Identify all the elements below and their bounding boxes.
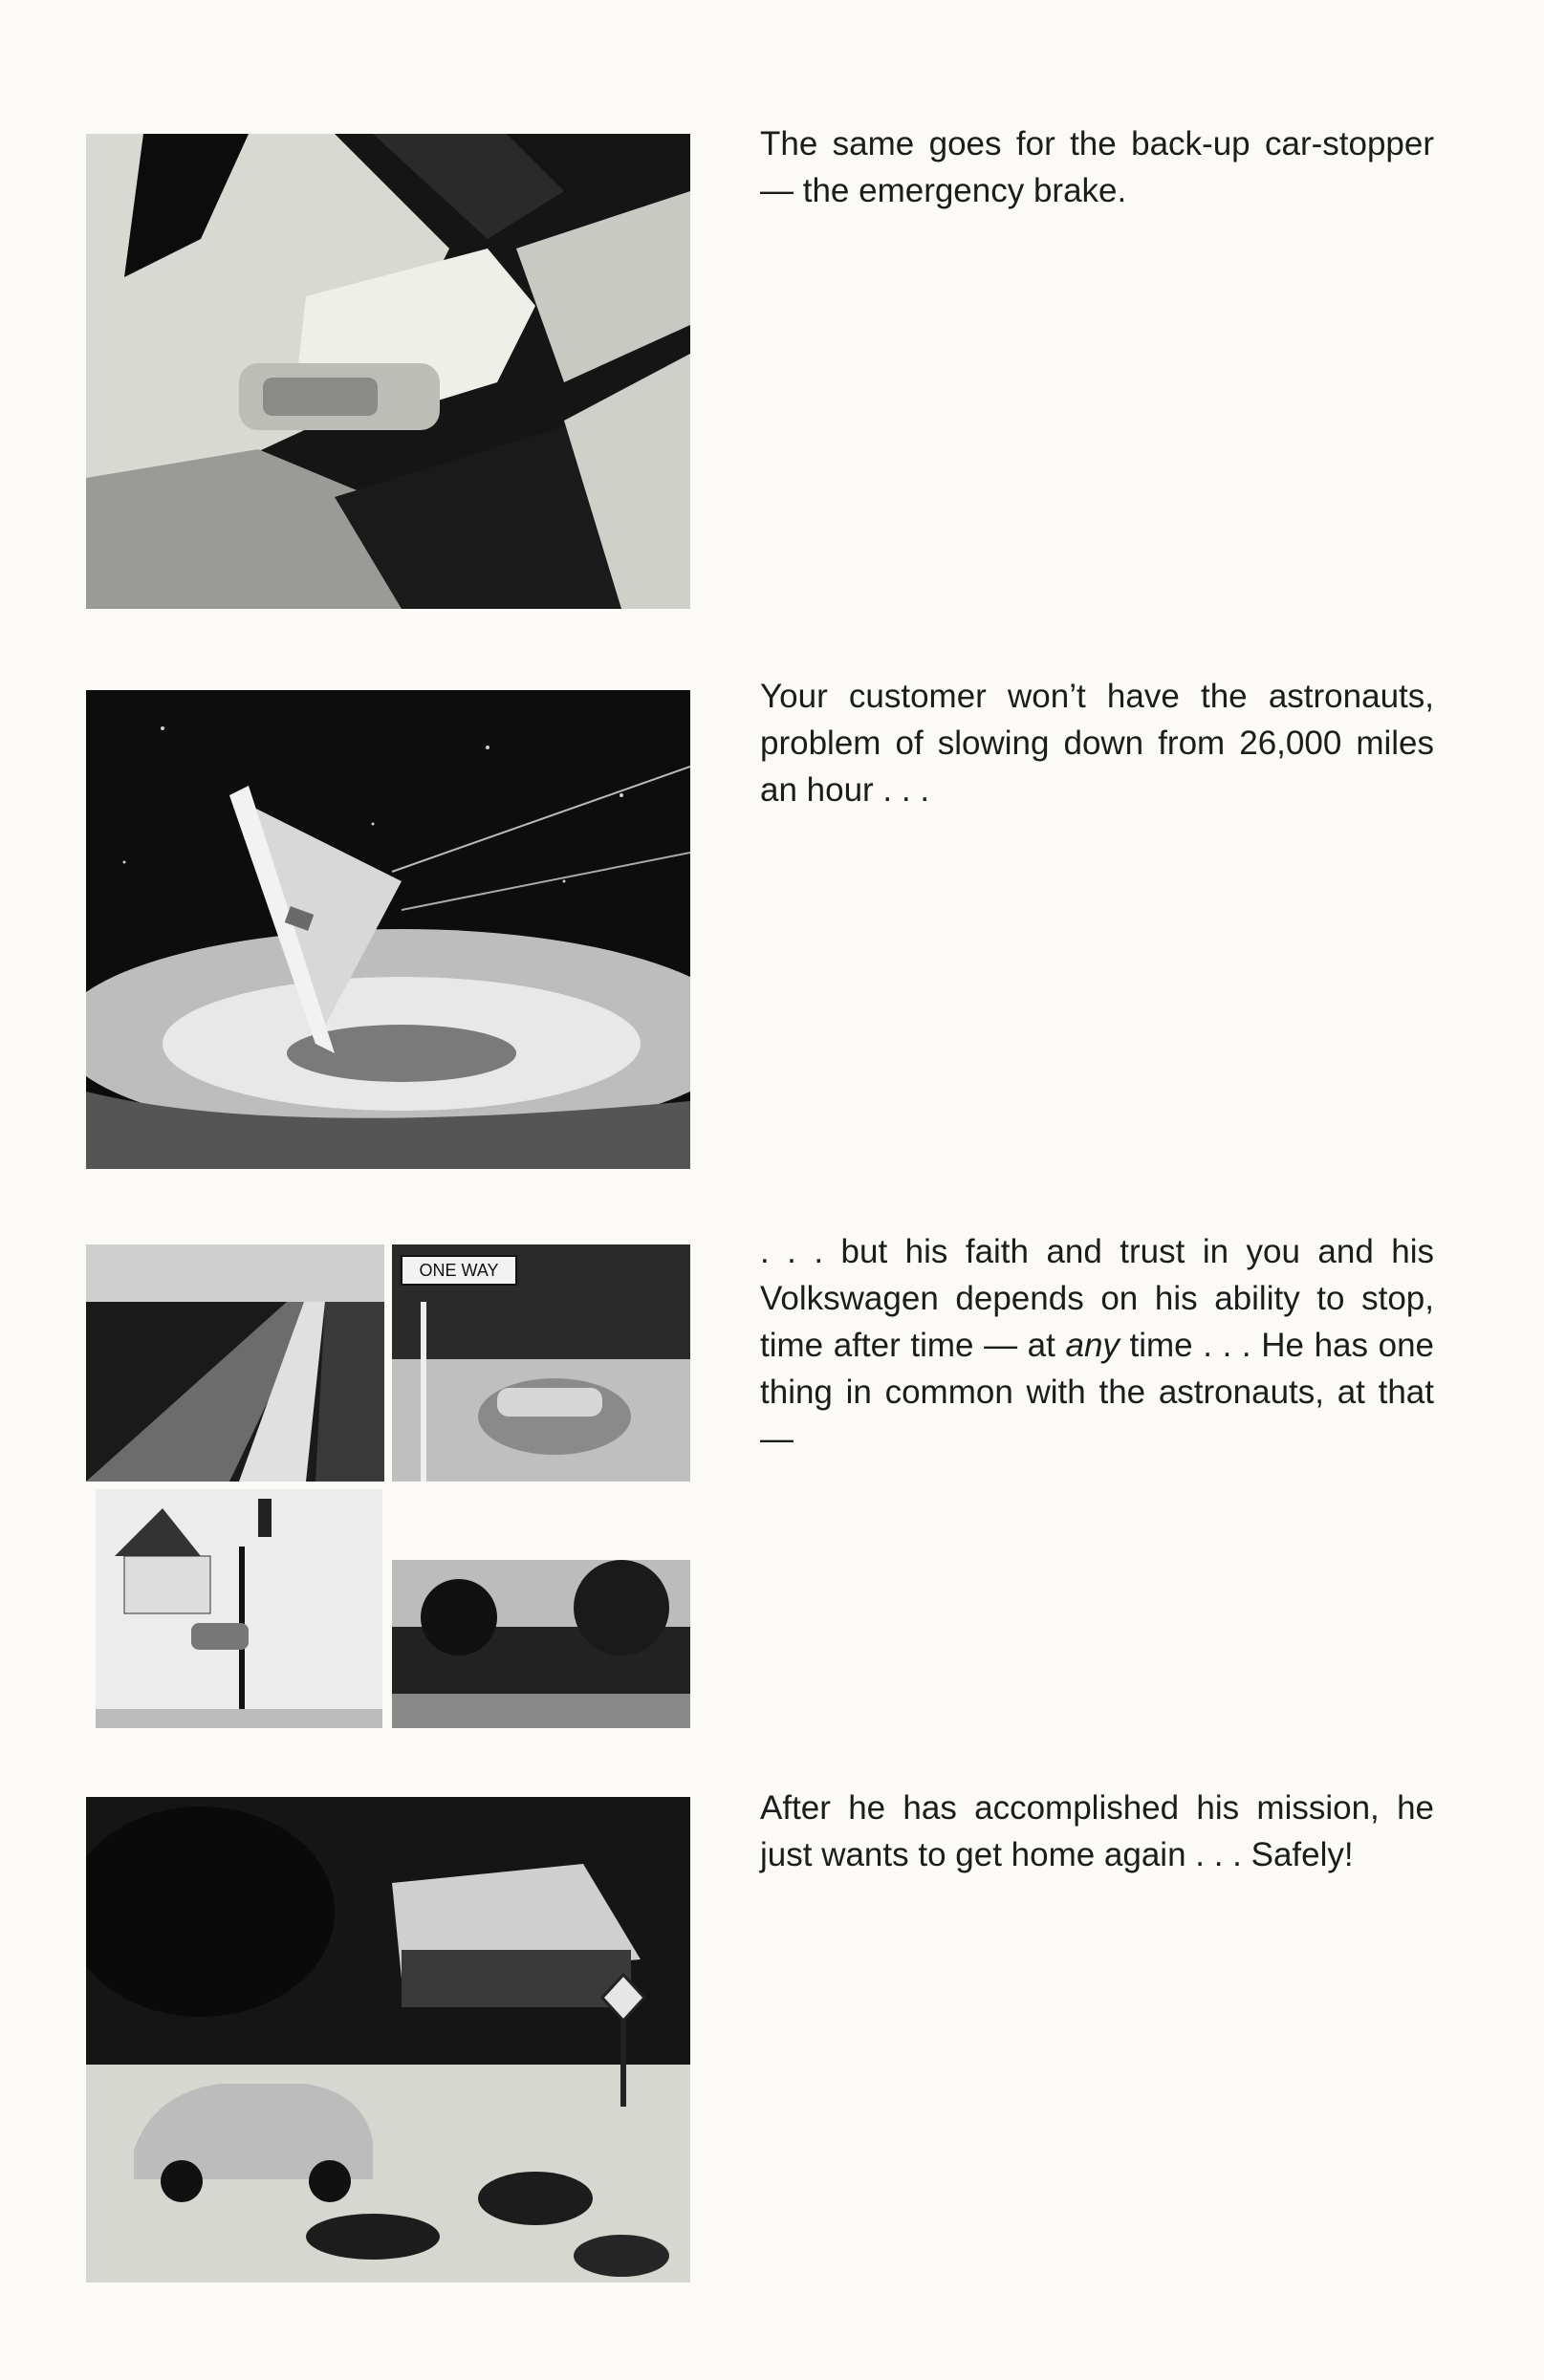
emergency-brake-photo bbox=[86, 134, 690, 609]
one-way-street-photo bbox=[392, 1244, 690, 1482]
highway-photo bbox=[86, 1244, 384, 1482]
suburban-road-photo bbox=[392, 1560, 690, 1728]
driving-collage-photo bbox=[86, 1244, 690, 1728]
caption-emergency-brake: The same goes for the back-up car-stopper — the emergency brake. bbox=[760, 125, 1434, 209]
caption-faith-and-trust: . . . but his faith and trust in you and his Volkswagen depends on his ability to stop, time after time — at any time . . . He has one thing in common with the astronauts, at that — bbox=[760, 1233, 1434, 1458]
car-home-photo bbox=[86, 1797, 690, 2283]
one-way-sign-text: ONE WAY bbox=[419, 1261, 499, 1280]
caption-get-home-safely: After he has accomplished his mission, he just wants to get home again . . . Safely! bbox=[760, 1789, 1434, 1873]
intersection-photo bbox=[96, 1489, 382, 1728]
caption-astronauts: Your customer won’t have the astronauts, problem of slowing down from 26,000 miles an hour . . . bbox=[760, 678, 1434, 809]
space-capsule-photo bbox=[86, 690, 690, 1169]
